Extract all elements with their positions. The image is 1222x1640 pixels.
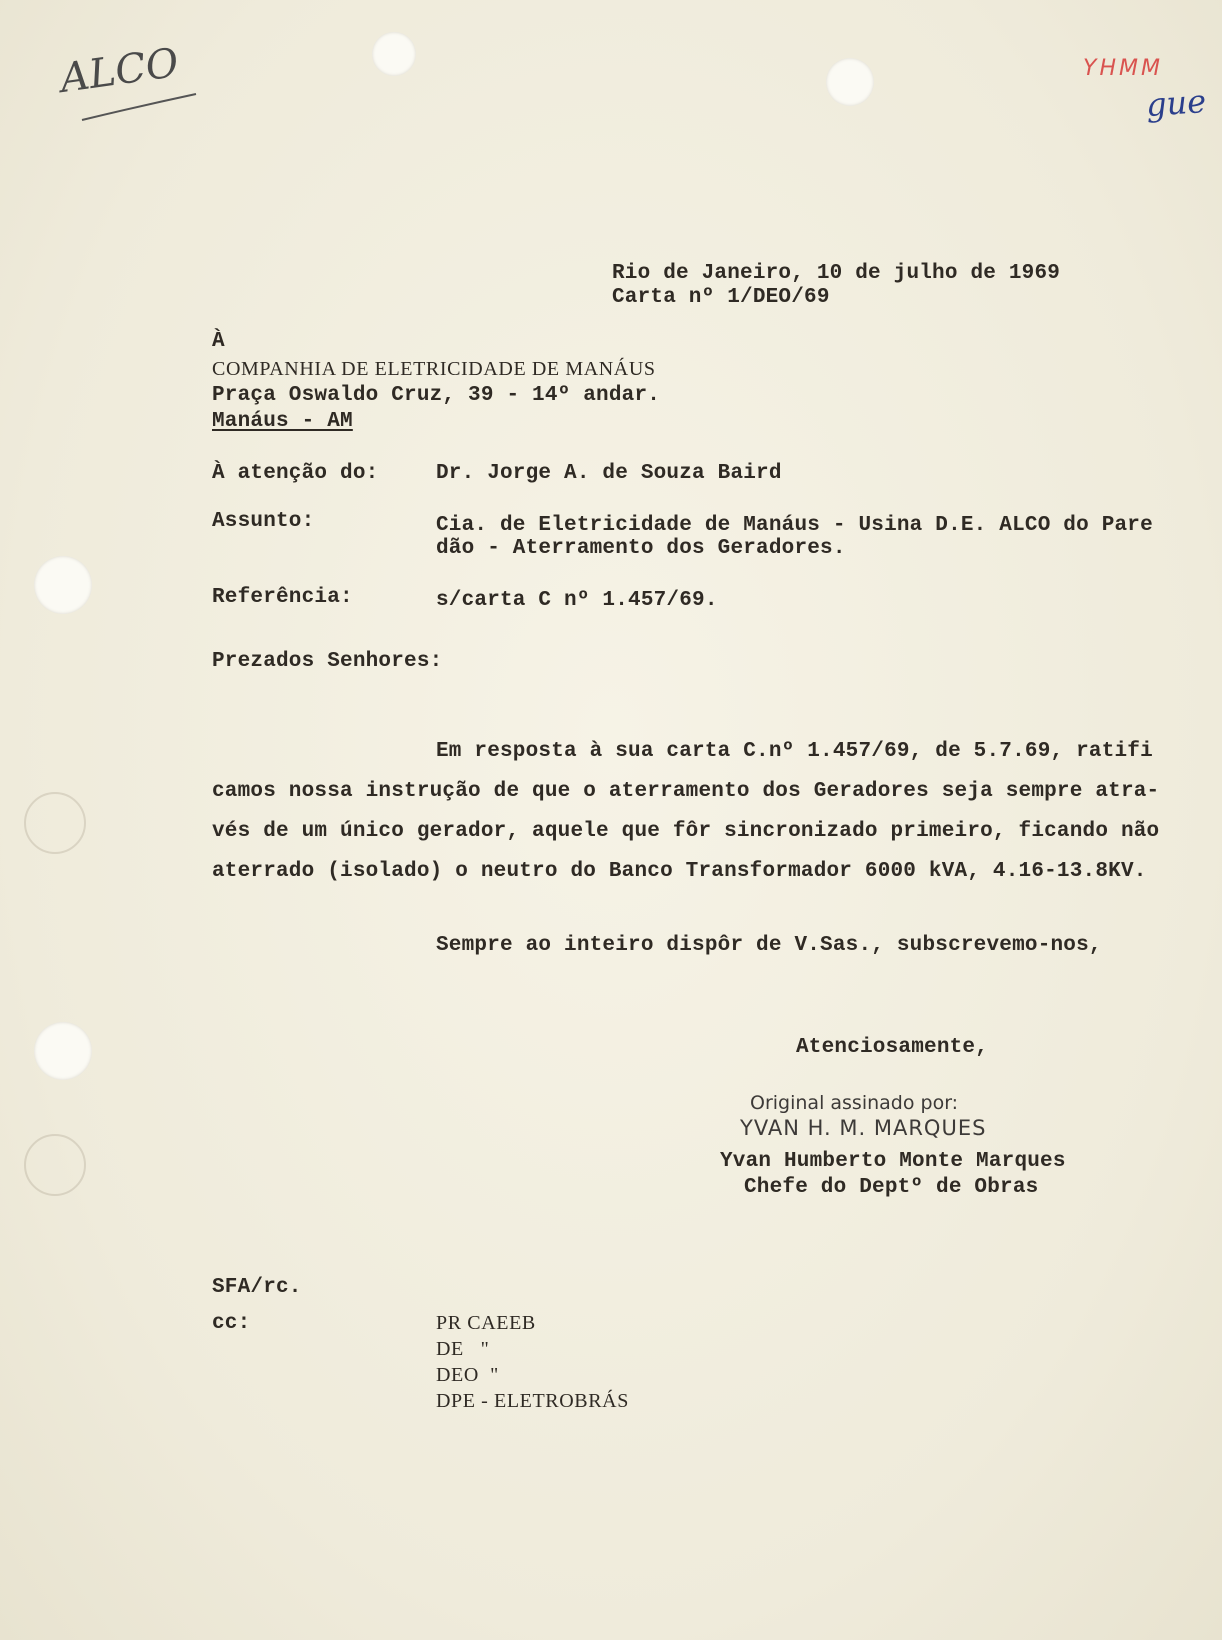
- subject-line-1: Cia. de Eletricidade de Manáus - Usina D.E. ALCO do Pare: [436, 514, 1153, 537]
- cc-label: cc:: [212, 1312, 251, 1335]
- attention-label: À atenção do:: [212, 462, 379, 485]
- signature-name: Yvan Humberto Monte Marques: [720, 1150, 1066, 1173]
- body-line-3: vés de um único gerador, aquele que fôr sincronizado primeiro, ficando não: [212, 820, 1160, 843]
- cc-item: DPE - ELETROBRÁS: [436, 1390, 629, 1412]
- recipient-to: À: [212, 330, 225, 353]
- punch-hole-left-4: [24, 1134, 86, 1196]
- recipient-address: Praça Oswaldo Cruz, 39 - 14º andar.: [212, 384, 661, 407]
- body-line-4: aterrado (isolado) o neutro do Banco Transformador 6000 kVA, 4.16-13.8KV.: [212, 860, 1147, 883]
- punch-hole-left-1: [34, 556, 92, 614]
- closing: Atenciosamente,: [796, 1036, 989, 1059]
- signature-stamp-line-2: YVAN H. M. MARQUES: [740, 1116, 987, 1140]
- signature-stamp-line-1: Original assinado por:: [750, 1092, 959, 1114]
- cc-item: PR CAEEB: [436, 1312, 536, 1334]
- handwritten-blue-initials: gue: [1144, 81, 1208, 125]
- subject-line-2: dão - Aterramento dos Geradores.: [436, 537, 846, 560]
- handwritten-alco-underline: [80, 86, 200, 126]
- letter-number: Carta nº 1/DEO/69: [612, 286, 830, 309]
- attention-value: Dr. Jorge A. de Souza Baird: [436, 462, 782, 485]
- punch-hole-left-2: [24, 792, 86, 854]
- body-line-2: camos nossa instrução de que o aterramento dos Geradores seja sempre atra-: [212, 780, 1160, 803]
- punch-hole-top-right: [826, 58, 874, 106]
- place-date: Rio de Janeiro, 10 de julho de 1969: [612, 262, 1061, 285]
- signature-title: Chefe do Deptº de Obras: [744, 1176, 1039, 1199]
- handwritten-red-initials: YHMM: [1083, 56, 1163, 81]
- reference-label: Referência:: [212, 586, 353, 609]
- salutation: Prezados Senhores:: [212, 650, 443, 673]
- cc-item: DEO ": [436, 1364, 499, 1386]
- body-closing-line: Sempre ao inteiro dispôr de V.Sas., subscrevemo-nos,: [436, 934, 1102, 957]
- cc-item: DE ": [436, 1338, 490, 1360]
- typist-initials: SFA/rc.: [212, 1276, 302, 1299]
- punch-hole-top: [372, 32, 416, 76]
- handwritten-alco: ALCO: [57, 39, 182, 103]
- reference-value: s/carta C nº 1.457/69.: [436, 589, 718, 612]
- recipient-company: COMPANHIA DE ELETRICIDADE DE MANÁUS: [212, 358, 656, 380]
- subject-label: Assunto:: [212, 510, 315, 533]
- recipient-city: Manáus - AM: [212, 410, 353, 433]
- punch-hole-left-3: [34, 1022, 92, 1080]
- body-line-1: Em resposta à sua carta C.nº 1.457/69, de 5.7.69, ratifi: [436, 740, 1153, 763]
